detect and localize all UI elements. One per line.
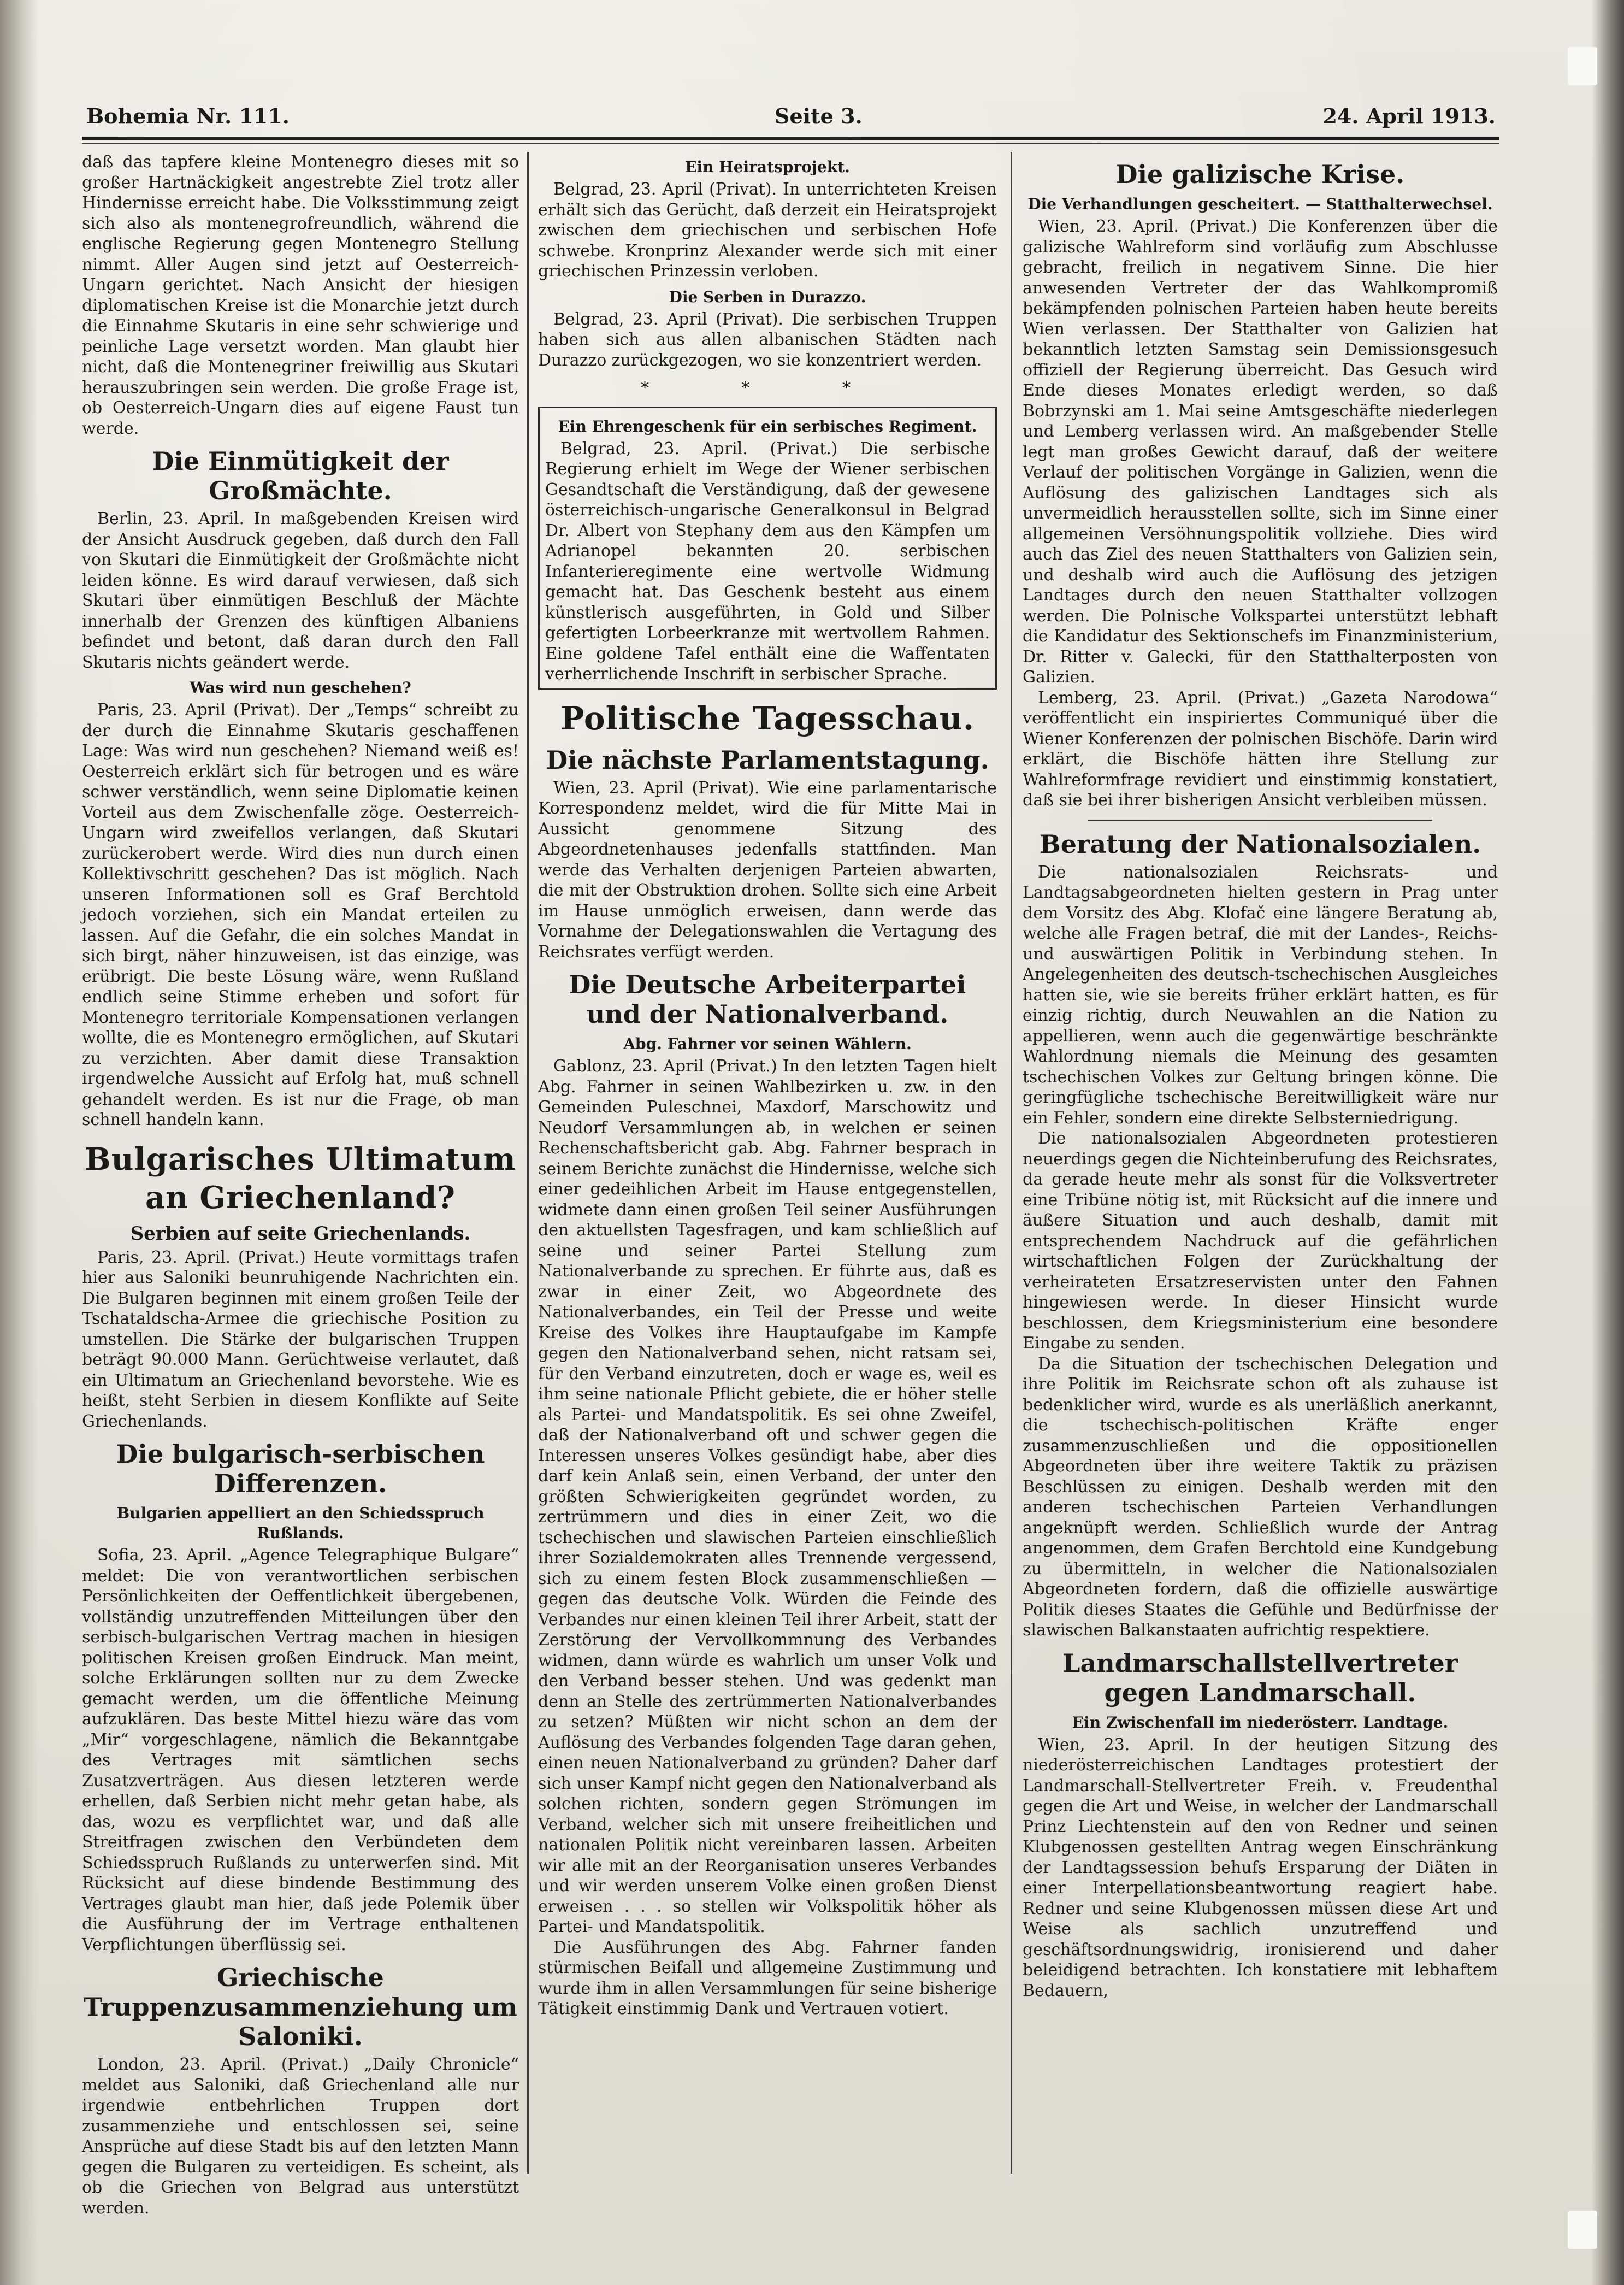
column-3: [1023, 152, 1498, 2001]
section-title-tagesschau: Politische Tagesschau.: [560, 699, 975, 737]
masthead-page-number: Seite 3.: [775, 104, 863, 128]
article-paragraph: Sofia, 23. April. „Agence Telegraphique Bulgare“ meldet: Die von verantwortlichen serbischen Persönlichkeiten der Oeffentlichkeit übergebenen, vollständig unzutreffenden Mitteilungen über den serbisch-bulgarischen Vertrag machen in hiesigen politischen Kreisen großen Eindruck. Man meint, solche Erklärungen sollten nur zu dem Zwecke gemacht werden, um die öffentliche Meinung aufzuklären. Das beste Mittel hiezu wäre das vom „Mir“ vorgeschlagene, nämlich die Bekanntgabe des Vertrages mit sämtlichen sechs Zusatzverträgen. Aus diesen letzteren werde erhellen, daß Serbien nicht mehr getan habe, als das, wozu es verpflichtet war, und daß alle Streitfragen zwischen den Verbündeten dem Schiedsspruch Rußlands zu unterwerfen sind. Mit Rücksicht auf diese bindende Bestimmung des Vertrages glaubt man hier, daß jede Polemik über die Ausführung der im Vertrage enthaltenen Verpflichtungen überflüssig sei.: [82, 1546, 519, 1954]
page-right-shadow: [1591, 0, 1624, 2285]
article-paragraph: Wien, 23. April (Privat). Wie eine parlamentarische Korrespondenz meldet, wird die für Mitte Mai in Aussicht genommene Sitzung des Abgeordnetenhauses jedenfalls stattfinden. Man werde das Verhalten derjenigen Parteien abwarten, die mit der Obstruktion drohen. Sollte sich eine Arbeit im Hause unmöglich erweisen, dann werde das Vornahme der Delegationswahlen die Vertagung des Reichsrates verfügt werden.: [538, 778, 997, 962]
headline-heiratsprojekt: Ein Heiratsprojekt.: [685, 158, 850, 176]
headline-beratung: Beratung der Nationalsozialen.: [1039, 829, 1481, 859]
masthead-rule: [82, 137, 1499, 140]
subheadline-verhandlungen: Die Verhandlungen gescheitert. — Statthalterwechsel.: [1027, 195, 1493, 213]
article-paragraph: London, 23. April. (Privat.) „Daily Chronicle“ meldet aus Saloniki, daß Griechenland alle nur irgendwie entbehrlichen Truppen dort zusammenziehe und entschlossen sei, seine Ansprüche auf diese Stadt bis auf den letzten Mann gegen die Bulgaren zu verteidigen. Es scheint, als ob die Griechen von Belgrad aus unterstützt werden.: [82, 2055, 519, 2218]
headline-griechische-truppen: Griechische Truppenzusammenziehung um Saloniki.: [83, 1963, 518, 2051]
column-rule: [527, 152, 529, 2174]
masthead-rule-thin: [82, 143, 1499, 144]
article-paragraph: Wien, 23. April. In der heutigen Sitzung des niederösterreichischen Landtages protestiert der Landmarschall-Stellvertreter Freih. v. Freudenthal gegen die Art und Weise, in welcher der Landmarschall Prinz Liechtenstein auf den von Redner und seinen Klubgenossen gestellten Antrag wegen Einschränkung der Landtagssession behufs Ersparung der Diäten in einer Interpellationsbeantwortung reagiert habe. Redner und seine Klubgenossen müssen diese Art und Weise als sachlich unzutreffend und geschäftsordnungswidrig, ironisierend und daher beleidigend betrachten. Ich konstatiere mit lebhaftem Bedauern,: [1023, 1735, 1498, 2000]
subheadline-schiedsspruch: Bulgarien appelliert an den Schiedsspruch Rußlands.: [116, 1504, 485, 1542]
article-paragraph: Belgrad, 23. April (Privat). In unterrichteten Kreisen erhält sich das Gerücht, daß derzeit ein Heiratsprojekt zwischen dem griechischen und serbischen Hofe schwebe. Kronprinz Alexander werde sich mit einer griechischen Prinzessin verloben.: [538, 180, 997, 281]
column-rule: [1011, 152, 1012, 2174]
headline-bulgarisch-serbisch: Die bulgarisch-serbischen Differenzen.: [116, 1439, 485, 1498]
subheadline-zwischenfall: Ein Zwischenfall im niederösterr. Landtage.: [1072, 1713, 1449, 1732]
masthead: [86, 104, 1496, 137]
article-paragraph: Belgrad, 23. April. (Privat.) Die serbische Regierung erhielt im Wege der Wiener serbischen Gesandtschaft die Verständigung, daß der gewesene österreichisch-ungarische Generalkonsul in Belgrad Dr. Albert von Stephany dem aus den Kämpfen um Adrianopel bekannten 20. serbischen Infanterieregimente eine wertvolle Widmung gemacht hat. Das Geschenk besteht aus einem künstlerisch ausgeführten, in Gold und Silber gefertigten Lorbeerkranze mit wertvollem Rahmen. Eine goldene Tafel enthält eine die Waffentaten verherrlichende Inschrift in serbischer Sprache.: [545, 439, 990, 684]
masthead-issue: Bohemia Nr. 111.: [86, 104, 290, 128]
headline-landmarschall: Landmarschallstellvertreter gegen Landmarschall.: [1062, 1648, 1458, 1707]
masthead-date: 24. April 1913.: [1322, 104, 1496, 128]
headline-bulgarisches-ultimatum: Bulgarisches Ultimatum an Griechenland?: [85, 1141, 516, 1216]
binding-hole: [1568, 2211, 1597, 2249]
article-paragraph: Paris, 23. April (Privat). Der „Temps“ schreibt zu der durch die Einnahme Skutaris geschaffenen Lage: Was wird nun geschehen? Niemand weiß es! Oesterreich erklärt sich für betrogen und es wäre schwer verständlich, wenn seine Diplomatie keinen Vorteil aus dem Zwischenfalle zöge. Oesterreich-Ungarn wird zweifellos verlangen, daß Skutari zurückerobert werde. Wird dies nun durch einen Kollektivschritt geschehen? Das ist möglich. Nach unseren Informationen soll es Graf Berchtold jedoch vorziehen, sich ein Mandat erteilen zu lassen. Auf die Gefahr, die ein solches Mandat in sich birgt, näher hinzuweisen, ist das einzige, was erübrigt. Die beste Lösung wäre, wenn Rußland endlich seine Stimme erheben und sofort für Montenegro territoriale Kompensationen verlangen wollte, die es Montenegro ermöglichen, auf Skutari zu verzichten. Aber damit diese Transaktion irgendwelche Aussicht auf Erfolg hat, muß schnell gehandelt werden. Es ist nur die Frage, ob man schnell handeln kann.: [82, 700, 519, 1129]
subheadline-serbien: Serbien auf seite Griechenlands.: [130, 1222, 471, 1245]
headline-arbeiterpartei: Die Deutsche Arbeiterpartei und der Nationalverband.: [569, 970, 966, 1029]
headline-parlamentstagung: Die nächste Parlamentstagung.: [546, 745, 989, 775]
article-paragraph: Gablonz, 23. April (Privat.) In den letzten Tagen hielt Abg. Fahrner in seinen Wahlbezirken u. zw. in den Gemeinden Puleschnei, Maxdorf, Marschowitz und Neudorf Versammlungen ab, in welchen er seinen Rechenschaftsbericht gab. Abg. Fahrner besprach in seinem Berichte zunächst die Hindernisse, welche sich einer gedeihlichen Arbeit im Hause entgegenstellen, widmete dann einen großen Teil seiner Ausführungen den aktuellsten Tagesfragen, und kam schließlich auf seine und seiner Partei Stellung zum Nationalverbande zu sprechen. Er führte aus, daß es zwar in einer Zeit, wo Abgeordnete des Nationalverbandes, ein Teil der Presse und weite Kreise des Volkes ihre Hauptaufgabe im Kampfe gegen den Nationalverband sehen, nicht ratsam sei, für den Verband einzutreten, doch er wage es, weil es ihm seine nationale Pflicht gebiete, die er höher stelle als Partei- und Mandatspolitik. Es sei ohne Zweifel, daß der Nationalverband oft und schwer gegen die Interessen unseres Volkes gesündigt habe, aber dies darf kein Anlaß sein, einen Verband, der unter den größten Schwierigkeiten gegründet worden, zu zertrümmern und dies in einer Zeit, wo die tschechischen und slawischen Parteien einschließlich ihrer Sozialdemokraten alles Trennende vergessend, sich zu einem festen Block zusammenschließen — gegen das deutsche Volk. Würden die Feinde des Verbandes nur einen kleinen Teil ihrer Arbeit, statt der Zerstörung der Vervollkommnung des Verbandes widmen, dann würde es wahrlich um unser Volk und den Verband besser stehen. Und was gedenkt man denn an Stelle des zertrümmerten Nationalverbandes zu setzen? Müßten wir nicht schon an dem der Auflösung des Verbandes folgenden Tage daran gehen, einen neuen Nationalverband zu gründen? Daher darf sich unser Kampf nicht gegen den Nationalverband als solchen richten, sondern gegen Strömungen im Verband, welcher sich mit unsere freiheitlichen und nationalen Politik nicht vereinbaren lassen. Arbeiten wir alle mit an der Reorganisation unseres Verbandes und wir werden unserem Volke einen großen Dienst erweisen . . . so stellen wir Volkspolitik höher als Partei- und Mandatspolitik.: [538, 1057, 997, 1936]
article-paragraph: Die Ausführungen des Abg. Fahrner fanden stürmischen Beifall und allgemeine Zustimmung und wurde ihm in allen Versammlungen für seine bisherige Tätigkeit einstimmig Dank und Vertrauen votiert.: [538, 1937, 997, 2018]
page-left-shadow: [0, 0, 38, 2285]
binding-hole: [1568, 47, 1597, 85]
article-paragraph: Belgrad, 23. April (Privat). Die serbischen Truppen haben sich aus allen albanischen Städten nach Durazzo zurückgezogen, wo sie konzentriert werden.: [538, 309, 997, 370]
headline-einmuetigkeit: Die Einmütigkeit der Großmächte.: [152, 446, 449, 505]
headline-ehrengeschenk: Ein Ehrengeschenk für ein serbisches Regiment.: [558, 417, 977, 435]
article-paragraph: Lemberg, 23. April. (Privat.) „Gazeta Narodowa“ veröffentlicht ein inspiriertes Communiqué über die Wiener Konferenzen der polnischen Bischöfe. Darin wird erklärt, die Bischöfe hätten ihre Stellung zur Wahlreformfrage revidiert und einstimmig konstatiert, daß sie bei ihrer bisherigen Ansicht verbleiben müssen.: [1023, 688, 1498, 810]
article-paragraph: Die nationalsozialen Abgeordneten protestieren neuerdings gegen die Nichteinberufung des Reichsrates, da gerade heute mehr als sonst für die Volksvertreter eine Tribüne nötig ist, mit Rücksicht auf die innere und äußere Situation und auch deshalb, damit mit entsprechendem Nachdruck auf die gefährlichen wirtschaftlichen Folgen der Zurückhaltung der verheirateten Ersatzreservisten unter den Fahnen hingewiesen werde. In dieser Hinsicht wurde beschlossen, dem Kriegsministerium eine besondere Eingabe zu senden.: [1023, 1129, 1498, 1353]
column-2: [538, 152, 997, 2019]
article-paragraph: Wien, 23. April. (Privat.) Die Konferenzen über die galizische Wahlreform sind vorläufig zum Abschlusse gebracht, freilich in negativem Sinne. Die hier anwesenden Vertreter der das Wahlkompromiß bekämpfenden polnischen Parteien haben heute bereits Wien verlassen. Der Statthalter von Galizien hat bekanntlich letzten Samstag sein Demissionsgesuch offiziell der Regierung überreicht. Das Gesuch wird Ende dieses Monates erledigt werden, so daß Bobrzynski am 1. Mai seine Amtsgeschäfte niederlegen und Lemberg verlassen wird. An maßgebender Stelle legt man großes Gewicht darauf, daß der weitere Verlauf der politischen Vorgänge in Galizien, wenn die Auflösung des galizischen Landtages sich als unvermeidlich herausstellen sollte, sich im Sinne einer allgemeinen Versöhnungspolitik vollziehe. Dies wird auch das Ziel des neuen Statthalters von Galizien sein, und deshalb wird auch die Auflösung des jetzigen Landtages durch den neuen Statthalter vollzogen werden. Die Polnische Volkspartei unterstützt lebhaft die Kandidatur des Sektionschefs im Finanzministerium, Dr. Ritter v. Galecki, für den Statthalterposten von Galizien.: [1023, 217, 1498, 687]
section-divider: * * *: [640, 379, 895, 398]
article-paragraph: Paris, 23. April. (Privat.) Heute vormittags trafen hier aus Saloniki beunruhigende Nachrichten ein. Die Bulgaren beginnen mit einem großen Teile der Tschataldscha-Armee die griechische Position zu umstellen. Die Stärke der bulgarischen Truppen beträgt 90.000 Mann. Gerüchtweise verlautet, daß ein Ultimatum an Griechenland bevorstehe. Wie es heißt, steht Serbien in diesem Konflikte auf Seite Griechenlands.: [82, 1247, 519, 1431]
subheadline-fahrner: Abg. Fahrner vor seinen Wählern.: [623, 1035, 912, 1053]
article-paragraph: Die nationalsozialen Reichsrats- und Landtagsabgeordneten hielten gestern in Prag unter dem Vorsitz des Abg. Klofač eine längere Beratung ab, welche alle Fragen betraf, die mit der Landes-, Reichs- und auswärtigen Politik in Verbindung stehen. In Angelegenheiten des deutsch-tschechischen Ausgleiches hatten sie, wie sie bereits früher erklärt hatten, es für einzig richtig, durch Neuwahlen an die Nation zu appellieren, wenn auch die gegenwärtige beschränkte Wahlordnung niemals die Meinung des gesamten tschechischen Volkes zur Geltung bringen könne. Die geringfügliche tschechische Bereitwilligkeit wäre nur ein Fehler, sondern eine direkte Selbsterniedrigung.: [1023, 862, 1498, 1128]
headline-serben-durazzo: Die Serben in Durazzo.: [669, 287, 866, 306]
headline-galizische-krise: Die galizische Krise.: [1115, 160, 1405, 189]
subheadline-was-wird: Was wird nun geschehen?: [190, 679, 411, 697]
boxed-article: [538, 407, 997, 690]
section-divider: [1088, 820, 1432, 821]
article-paragraph: Berlin, 23. April. In maßgebenden Kreisen wird der Ansicht Ausdruck gegeben, daß durch den Fall von Skutari die Einmütigkeit der Großmächte nicht leiden könne. Es wird darauf verwiesen, daß sich Skutari über einmütigen Beschluß der Mächte innerhalb der Grenzen des künftigen Albaniens befindet und betont, daß daran durch den Fall Skutaris nichts geändert werde.: [82, 509, 519, 672]
article-paragraph: Da die Situation der tschechischen Delegation und ihre Politik im Reichsrate schon oft als zuhause ist bedenklicher wird, wurde es als unerläßlich anerkannt, die tschechisch-politischen Kräfte enger zusammenzuschließen und die oppositionellen Abgeordneten über ihre weitere Taktik zu präzisen Beschlüssen zu einigen. Deshalb werden mit den anderen tschechischen Parteien Verhandlungen angeknüpft werden. Schließlich wurde der Antrag angenommen, dem Grafen Berchtold eine Kundgebung zu übermitteln, in welcher die Nationalsozialen Abgeordneten fordern, daß die offizielle auswärtige Politik dieses Staates die Gefühle und Bedürfnisse der slawischen Balkanstaaten aufrichtig respektiere.: [1023, 1354, 1498, 1640]
article-paragraph: daß das tapfere kleine Montenegro dieses mit so großer Hartnäckigkeit angestrebte Ziel trotz aller Hindernisse erreicht habe. Die Volksstimmung zeigt sich also als montenegrofreundlich, während die englische Regierung gegen Montenegro Stellung nimmt. Aller Augen sind jetzt auf Oesterreich-Ungarn gerichtet. Nach Ansicht der hiesigen diplomatischen Kreise ist die Monarchie jetzt durch die Einnahme Skutaris in eine sehr schwierige und peinliche Lage versetzt worden. Man glaubt hier nicht, daß die Montenegriner freiwillig aus Skutari herauszubringen sein werden. Die große Frage ist, ob Oesterreich-Ungarn dies auf eigene Faust tun werde.: [82, 152, 519, 438]
column-1: [82, 152, 519, 2218]
